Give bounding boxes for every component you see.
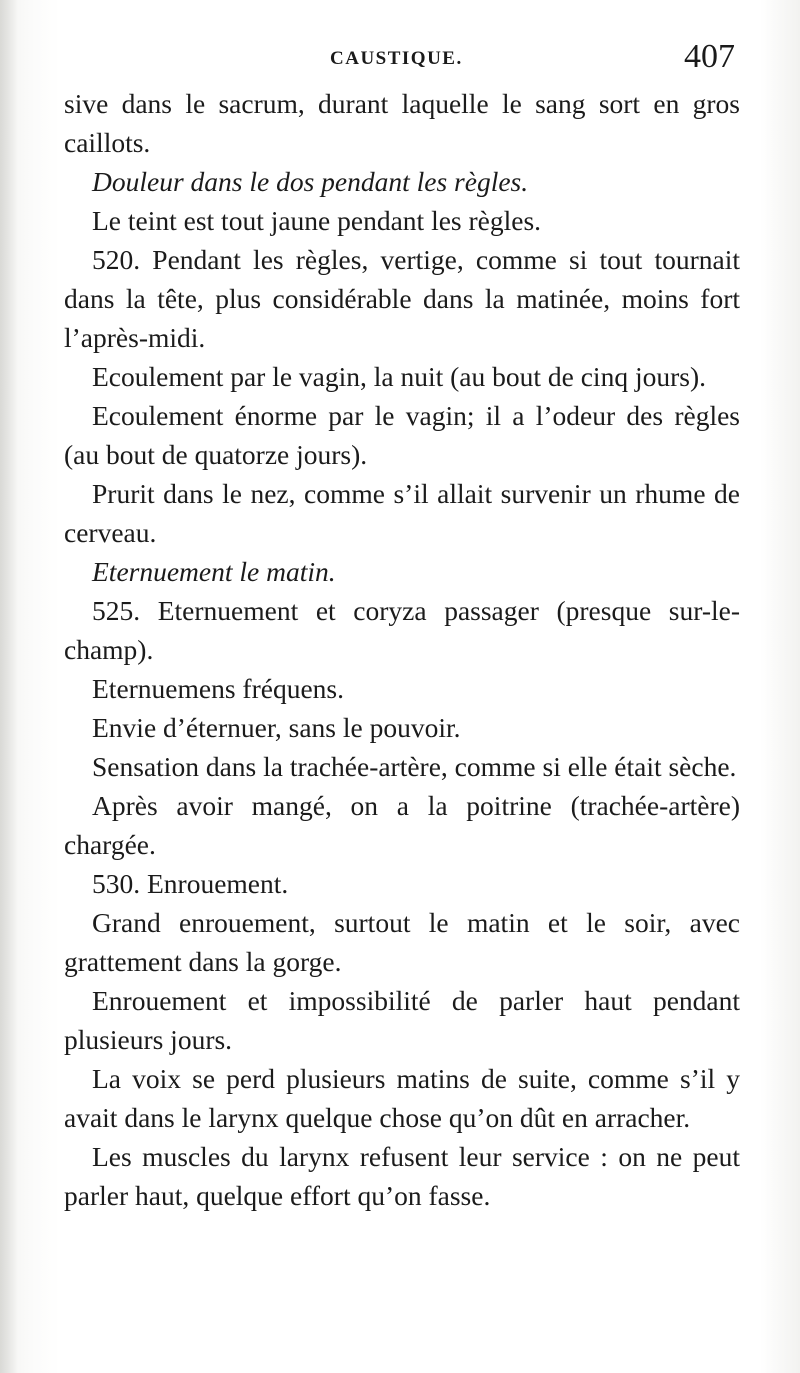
- running-head: [0, 38, 800, 84]
- paragraph: Grand enrouement, surtout le matin et le soir, avec grattement dans la gorge.: [64, 907, 740, 977]
- paragraph: Eternuemens fréquens.: [92, 673, 344, 704]
- page-number: 407: [684, 38, 735, 75]
- paragraph: Enrouement et impossibilité de parler haut pendant plusieurs jours.: [64, 985, 740, 1055]
- paragraph: Les muscles du larynx refusent leur service : on ne peut parler haut, quelque effort qu’on fasse.: [64, 1141, 740, 1211]
- paragraph: sive dans le sacrum, durant laquelle le sang sort en gros caillots.: [64, 88, 740, 158]
- paragraph: 530. Enrouement.: [92, 868, 289, 899]
- paragraph: Le teint est tout jaune pendant les règles.: [92, 205, 542, 236]
- paragraph: Sensation dans la trachée-artère, comme si elle était sèche.: [92, 751, 737, 782]
- paragraph: Douleur dans le dos pendant les règles.: [92, 166, 529, 197]
- paragraph: Prurit dans le nez, comme s’il allait survenir un rhume de cerveau.: [64, 478, 740, 548]
- paragraph: Ecoulement énorme par le vagin; il a l’odeur des règles (au bout de quatorze jours).: [64, 400, 740, 470]
- gutter-shadow: [0, 0, 18, 1373]
- paragraph: Ecoulement par le vagin, la nuit (au bout de cinq jours).: [92, 361, 706, 392]
- paragraph: Envie d’éternuer, sans le pouvoir.: [92, 712, 461, 743]
- paragraph: Eternuement le matin.: [92, 556, 336, 587]
- body-text: [64, 84, 740, 1215]
- paragraph: La voix se perd plusieurs matins de suite, comme s’il y avait dans le larynx quelque chose qu’on dût en arracher.: [64, 1063, 740, 1133]
- running-title: CAUSTIQUE.: [330, 48, 463, 69]
- paragraph: 520. Pendant les règles, vertige, comme si tout tournait dans la tête, plus considérable dans la matinée, moins fort l’après-midi.: [64, 244, 740, 353]
- paragraph: 525. Eternuement et coryza passager (presque sur-le-champ).: [64, 595, 740, 665]
- paragraph: Après avoir mangé, on a la poitrine (trachée-artère) chargée.: [64, 790, 740, 860]
